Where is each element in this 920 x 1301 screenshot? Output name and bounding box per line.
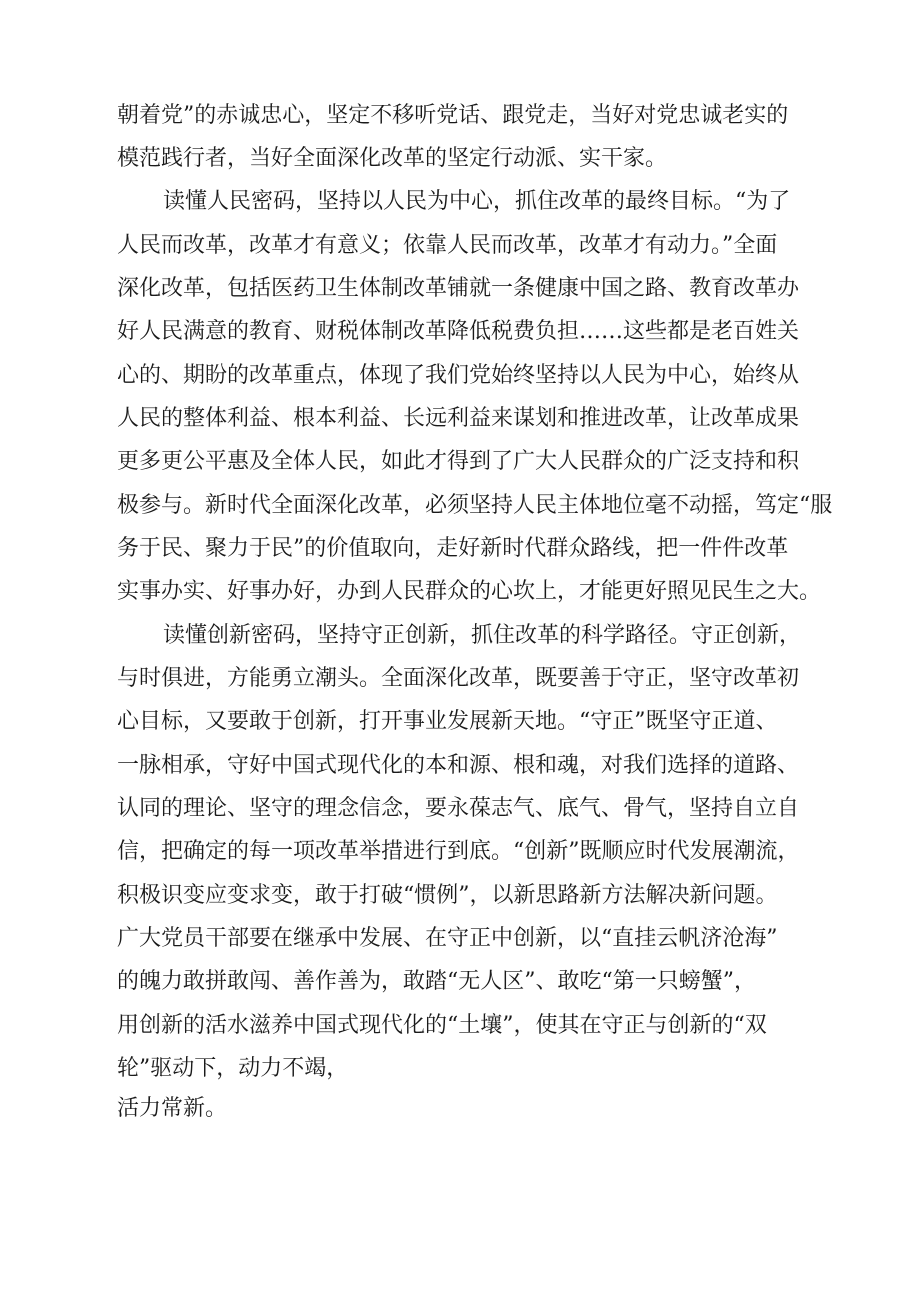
paragraph-start-line: 读懂人民密码，坚持以人民为中心，抓住改革的最终目标。“为了 — [163, 189, 791, 214]
text-line: 积极识变应变求变，敢于打破“惯例”，以新思路新方法解决新问题。 — [117, 883, 778, 908]
text-line: 务于民、聚力于民”的价值取向，走好新时代群众路线，把一件件改革 — [117, 536, 789, 561]
text-line: 与时俱进，方能勇立潮头。全面深化改革，既要善于守正，坚守改革初 — [117, 666, 800, 691]
text-line: 深化改革，包括医药卫生体制改革铺就一条健康中国之路、教育改革办 — [117, 276, 800, 301]
text-line: 人民的整体利益、根本利益、长远利益来谋划和推进改革，让改革成果 — [117, 406, 800, 431]
text-line: 实事办实、好事办好，办到人民群众的心坎上，才能更好照见民生之大。 — [117, 579, 822, 604]
text-line: 活力常新。 — [117, 1096, 228, 1121]
text-line: 的魄力敢拼敢闯、善作善为，敢踏“无人区”、敢吃“第一只螃蟹”， — [117, 969, 756, 994]
text-line: 朝着党”的赤诚忠心，坚定不移听党话、跟党走，当好对党忠诚老实的 — [117, 103, 789, 128]
text-line: 轮”驱动下，动力不竭， — [117, 1056, 349, 1081]
text-line: 极参与。新时代全面深化改革，必须坚持人民主体地位毫不动摇，笃定“服 — [117, 493, 833, 518]
text-line: 心目标，又要敢于创新，打开事业发展新天地。“守正”既坚守正道、 — [117, 709, 778, 734]
text-line: 用创新的活水滋养中国式现代化的“土壤”，使其在守正与创新的“双 — [117, 1013, 767, 1038]
paragraph-start-line: 读懂创新密码，坚持守正创新，抓住改革的科学路径。守正创新， — [163, 623, 802, 648]
text-line: 模范践行者，当好全面深化改革的坚定行动派、实干家。 — [117, 146, 668, 171]
text-line: 信，把确定的每一项改革举措进行到底。“创新”既顺应时代发展潮流， — [117, 839, 800, 864]
text-line: 好人民满意的教育、财税体制改革降低税费负担……这些都是老百姓关 — [117, 319, 800, 344]
text-line: 广大党员干部要在继承中发展、在守正中创新，以“直挂云帆济沧海” — [117, 926, 778, 951]
text-line: 认同的理论、坚守的理念信念，要永葆志气、底气、骨气，坚持自立自 — [117, 796, 800, 821]
text-line: 一脉相承，守好中国式现代化的本和源、根和魂，对我们选择的道路、 — [117, 753, 800, 778]
text-line: 更多更公平惠及全体人民，如此才得到了广大人民群众的广泛支持和积 — [117, 449, 800, 474]
text-line: 心的、期盼的改革重点，体现了我们党始终坚持以人民为中心，始终从 — [117, 363, 800, 388]
text-line: 人民而改革，改革才有意义；依靠人民而改革，改革才有动力。”全面 — [117, 233, 778, 258]
